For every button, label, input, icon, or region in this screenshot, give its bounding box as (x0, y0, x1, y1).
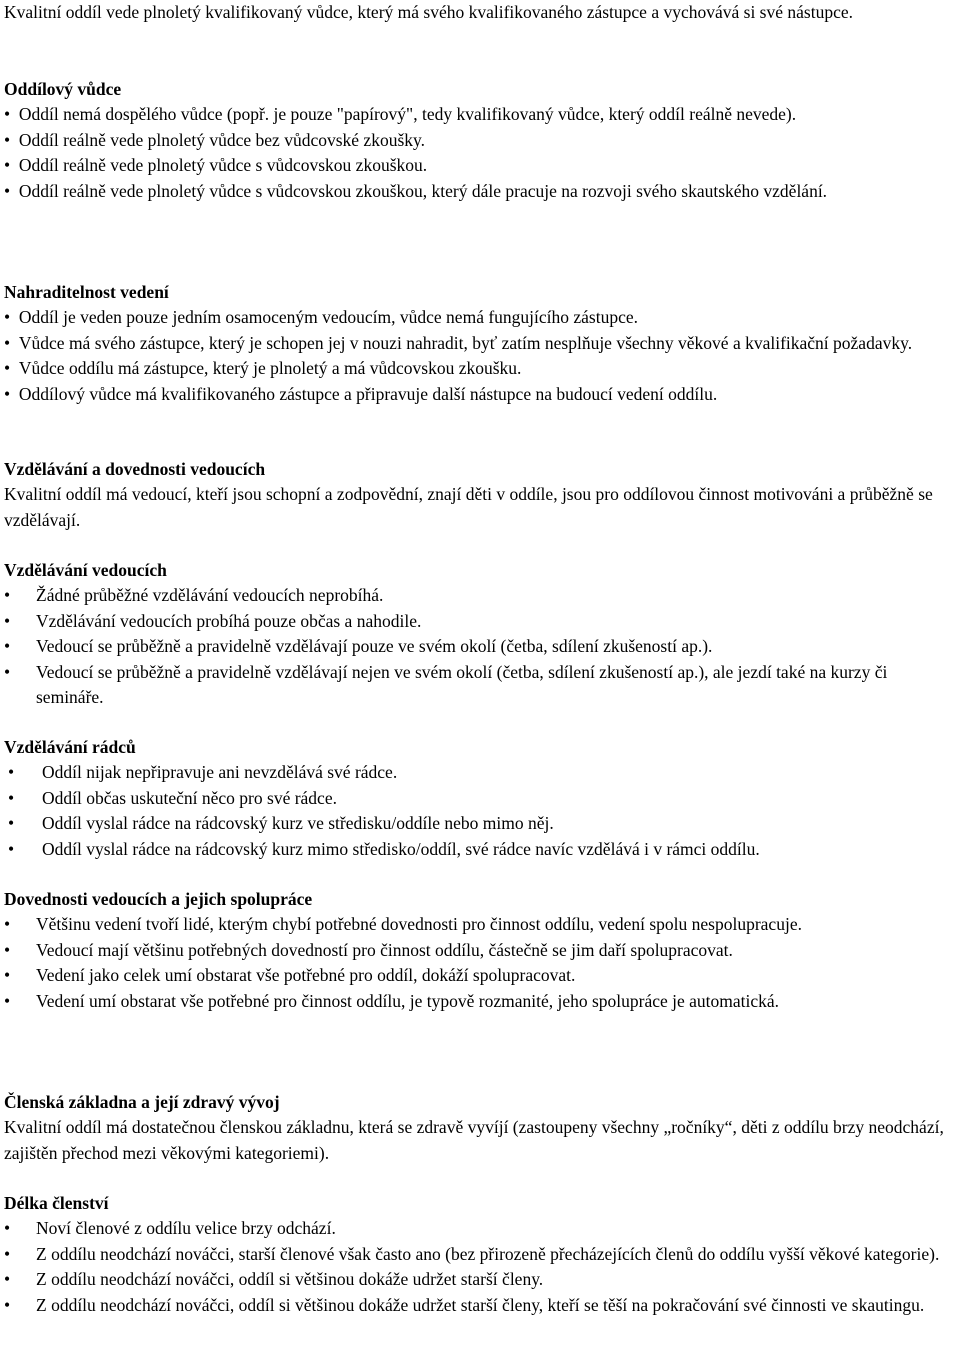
list-nahraditelnost (4, 305, 954, 407)
heading-vzdelavani-dovednosti: Vzdělávání a dovednosti vedoucích (4, 459, 266, 479)
list-item: • Vůdce oddílu má zástupce, který je plnoletý a má vůdcovskou zkoušku. (4, 356, 954, 382)
bullet: • (4, 914, 11, 934)
bullet: • (4, 661, 11, 682)
list-item: • Z oddílu neodchází nováčci, oddíl si většinou dokáže udržet starší členy, kteří se těší na pokračování své činnosti ve skautingu. (4, 1293, 954, 1319)
bullet: • (4, 636, 11, 657)
bullet: • (4, 990, 11, 1011)
list-item: • Z oddílu neodchází nováčci, starší členové však často ano (bez přirozeně přecházejících členů do oddílu vyšší věkové kategorie). (4, 1242, 954, 1268)
heading-vzdelavani-vedoucich: Vzdělávání vedoucích (4, 560, 167, 580)
bullet: • (4, 610, 11, 631)
list-item: • Z oddílu neodchází nováčci, oddíl si většinou dokáže udržet starší členy. (4, 1267, 954, 1293)
bullet: • (4, 1243, 11, 1264)
list-item: • Vedoucí se průběžně a pravidelně vzdělávají nejen ve svém okolí (četba, sdílení zkušeností ap.), ale jezdí také na kurzy či semináře. (4, 661, 888, 708)
list-item: • Oddíl reálně vede plnoletý vůdce s vůdcovskou zkouškou. (4, 153, 954, 179)
list-item: • Oddíl vyslal rádce na rádcovský kurz ve středisku/oddíle nebo mimo něj. (4, 811, 954, 837)
bullet: • (4, 1218, 11, 1238)
heading-nahraditelnost: Nahraditelnost vedení (4, 282, 169, 302)
list-item: • Žádné průběžné vzdělávání vedoucích neprobíhá. (4, 583, 954, 609)
heading-vzdelavani-radcu: Vzdělávání rádců (4, 737, 136, 757)
list-item: • Většinu vedení tvoří lidé, kterým chybí potřebné dovednosti pro činnost oddílu, vedení spolu nespolupracuje. (4, 912, 954, 938)
list-delka-clenstvi (4, 1216, 954, 1318)
list-item: • Vzdělávání vedoucích probíhá pouze občas a nahodile. (4, 609, 954, 635)
paragraph-clenska-zakladna: Kvalitní oddíl má dostatečnou členskou základnu, která se zdravě vyvíjí (zastoupeny všechny „ročníky“, děti z oddílu brzy neodchází, zajištěn přechod mezi věkovými kategoriemi). (4, 1117, 944, 1163)
list-item: • Vedení umí obstarat vše potřebné pro činnost oddílu, je typově rozmanité, jeho spolupráce je automatická. (4, 989, 954, 1015)
list-item: • Oddíl občas uskuteční něco pro své rádce. (4, 786, 954, 812)
list-item: • Oddíl je veden pouze jedním osamoceným vedoucím, vůdce nemá fungujícího zástupce. (4, 305, 954, 331)
heading-dovednosti: Dovednosti vedoucích a jejich spolupráce (4, 889, 313, 909)
list-item: • Oddílový vůdce má kvalifikovaného zástupce a připravuje další nástupce na budoucí vedení oddílu. (4, 382, 954, 408)
paragraph-vzdelavani-dovednosti: Kvalitní oddíl má vedoucí, kteří jsou schopní a zodpovědní, znají děti v oddíle, jsou pro oddílovou činnost motivováni a průběžně se vzdělávají. (4, 484, 933, 530)
bullet: • (4, 965, 11, 986)
heading-clenska-zakladna: Členská základna a její zdravý vývoj (4, 1092, 280, 1112)
list-item: • Oddíl nemá dospělého vůdce (popř. je pouze "papírový", tedy kvalifikovaný vůdce, který oddíl reálně nevede). (4, 102, 954, 128)
list-item: • Vedoucí mají většinu potřebných dovedností pro činnost oddílu, částečně se jim daří spolupracovat. (4, 938, 954, 964)
list-item: • Oddíl reálně vede plnoletý vůdce s vůdcovskou zkouškou, který dále pracuje na rozvoji svého skautského vzdělání. (4, 179, 954, 205)
list-item: • Noví členové z oddílu velice brzy odchází. (4, 1216, 954, 1242)
bullet: • (4, 939, 11, 960)
bullet: • (8, 787, 15, 808)
bullet: • (8, 813, 15, 834)
list-vzdelavani-radcu (4, 760, 954, 862)
bullet: • (8, 838, 15, 859)
heading-oddilovy-vudce: Oddílový vůdce (4, 79, 122, 99)
list-dovednosti (4, 912, 954, 1014)
list-item: • Oddíl nijak nepřipravuje ani nevzdělává své rádce. (4, 760, 954, 786)
list-oddilovy-vudce (4, 102, 954, 204)
intro-paragraph: Kvalitní oddíl vede plnoletý kvalifikovaný vůdce, který má svého kvalifikovaného zástupce a vychovává si své nástupce. (4, 2, 853, 22)
bullet: • (4, 1269, 11, 1290)
heading-delka-clenstvi: Délka členství (4, 1193, 109, 1213)
list-item: • Oddíl vyslal rádce na rádcovský kurz mimo středisko/oddíl, své rádce navíc vzdělává i v rámci oddílu. (4, 837, 954, 863)
list-vzdelavani-vedoucich (4, 583, 954, 711)
list-item: • Vůdce má svého zástupce, který je schopen jej v nouzi nahradit, byť zatím nesplňuje všechny věkové a kvalifikační požadavky. (4, 331, 954, 357)
bullet: • (8, 762, 15, 782)
bullet: • (4, 1294, 11, 1315)
list-item: • Vedoucí se průběžně a pravidelně vzdělávají pouze ve svém okolí (četba, sdílení zkušeností ap.). (4, 634, 954, 660)
list-item: • Vedení jako celek umí obstarat vše potřebné pro oddíl, dokáží spolupracovat. (4, 963, 954, 989)
list-item: • Oddíl reálně vede plnoletý vůdce bez vůdcovské zkoušky. (4, 128, 954, 154)
bullet: • (4, 585, 11, 605)
